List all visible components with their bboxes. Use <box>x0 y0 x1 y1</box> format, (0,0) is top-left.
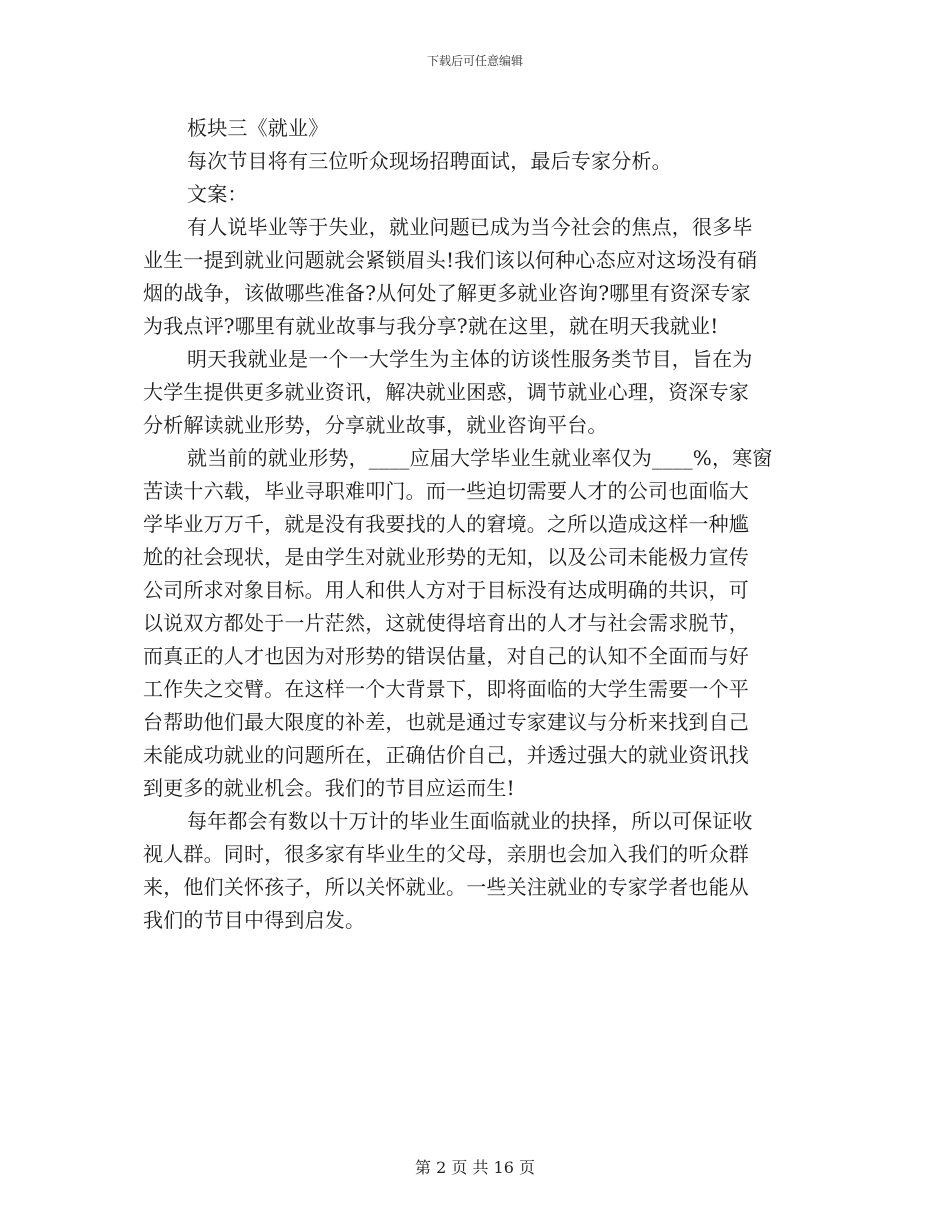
text-line: 来，他们关怀孩子，所以关怀就业。一些关注就业的专家学者也能从 <box>143 875 749 899</box>
text-line: 台帮助他们最大限度的补差，也就是通过专家建议与分析来找到自己 <box>143 710 749 734</box>
section-title: 板块三《就业》 <box>187 116 329 140</box>
text-line: 苦读十六载，毕业寻职难叩门。而一些迫切需要人才的公司也面临大 <box>143 479 749 503</box>
text-line: 到更多的就业机会。我们的节目应运而生! <box>143 776 515 800</box>
text-line: 尬的社会现状，是由学生对就业形势的无知，以及公司未能极力宣传 <box>143 545 749 569</box>
text-line: 每次节目将有三位听众现场招聘面试，最后专家分析。 <box>187 149 672 173</box>
text-line: 未能成功就业的问题所在，正确估价自己，并透过强大的就业资讯找 <box>143 743 749 767</box>
text-line: 工作失之交臂。在这样一个大背景下，即将面临的大学生需要一个平 <box>143 677 749 701</box>
text-line: 烟的战争，该做哪些准备?从何处了解更多就业咨询?哪里有资深专家 <box>143 281 751 305</box>
text-line: 业生一提到就业问题就会紧锁眉头!我们该以何种心态应对这场没有硝 <box>143 248 758 272</box>
text-line: 分析解读就业形势，分享就业故事，就业咨询平台。 <box>143 413 608 437</box>
text-line: 视人群。同时，很多家有毕业生的父母，亲朋也会加入我们的听众群 <box>143 842 749 866</box>
text-line: 文案： <box>187 182 248 206</box>
page-number: 第 2 页 共 16 页 <box>415 1158 535 1177</box>
text-line: 明天我就业是一个一大学生为主体的访谈性服务类节目，旨在为 <box>187 347 753 371</box>
document-body <box>143 112 805 937</box>
text-line: 学毕业万万千，就是没有我要找的人的窘境。之所以造成这样一种尴 <box>143 512 749 536</box>
page-header: 下载后可任意编辑 <box>426 54 523 68</box>
text-line: 为我点评?哪里有就业故事与我分享?就在这里，就在明天我就业! <box>143 314 719 338</box>
text-line: 以说双方都处于一片茫然，这就使得培育出的人才与社会需求脱节， <box>143 611 749 635</box>
text-line: 公司所求对象目标。用人和供人方对于目标没有达成明确的共识，可 <box>143 578 749 602</box>
text-line: 有人说毕业等于失业，就业问题已成为当今社会的焦点，很多毕 <box>187 215 753 239</box>
text-line: 我们的节目中得到启发。 <box>143 908 366 932</box>
text-line: 就当前的就业形势，____应届大学毕业生就业率仅为____%，寒窗 <box>187 446 773 470</box>
text-line: 每年都会有数以十万计的毕业生面临就业的抉择，所以可保证收 <box>187 809 753 833</box>
text-line: 大学生提供更多就业资讯，解决就业困惑，调节就业心理，资深专家 <box>143 380 749 404</box>
text-line: 而真正的人才也因为对形势的错误估量，对自己的认知不全面而与好 <box>143 644 749 668</box>
